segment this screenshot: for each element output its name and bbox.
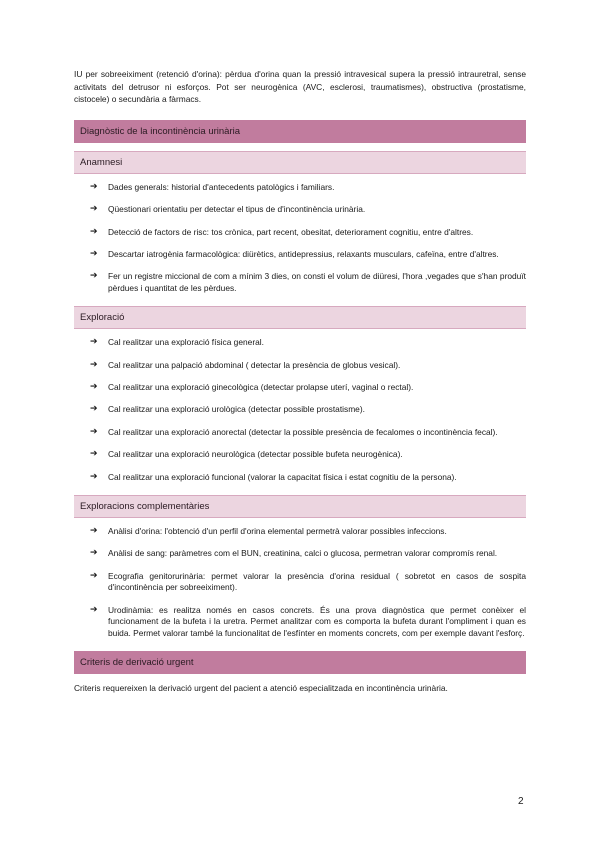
list-item: ➔ Cal realitzar una palpació abdominal ( detectar la presència de globus vesical). xyxy=(90,359,401,370)
arrow-bullet-icon: ➔ xyxy=(90,526,98,537)
arrow-bullet-icon: ➔ xyxy=(90,404,98,415)
list-item: ➔ Cal realitzar una exploració urològica (detectar possible prostatisme). xyxy=(90,404,365,415)
page-number: 2 xyxy=(518,796,524,807)
list-item: ➔ Cal realitzar una exploració neurològica (detectar possible bufeta neurogènica). xyxy=(90,449,403,460)
exploracio-list xyxy=(74,337,526,483)
arrow-bullet-icon: ➔ xyxy=(90,337,98,348)
document-page xyxy=(74,68,526,694)
list-item: ➔ Anàlisi de sang: paràmetres com el BUN, creatinina, calci o glucosa, permetran valorar compromís renal. xyxy=(90,548,498,559)
arrow-bullet-icon: ➔ xyxy=(90,548,98,559)
anamnesi-list xyxy=(74,182,526,294)
subsection-title: Anamnesi xyxy=(80,156,123,168)
list-item: ➔ Cal realitzar una exploració funcional (valorar la capacitat física i estat cognitiu de la persona). xyxy=(90,471,457,482)
list-item: ➔ Cal realitzar una exploració anorectal (detectar la possible presència de fecalomes o incontinència fecal). xyxy=(90,426,498,437)
subsection-header-anamnesi xyxy=(74,151,526,174)
arrow-bullet-icon: ➔ xyxy=(90,570,98,581)
arrow-bullet-icon: ➔ xyxy=(90,359,98,370)
arrow-bullet-icon: ➔ xyxy=(90,426,98,437)
list-item: ➔ Urodinàmia: es realitza només en casos concrets. És una prova diagnòstica que permet conèixer el funcionament de la bufeta i la uretra. Permet analitzar com es comporta la bufeta durant l'ompliment i quan es buida. Permet valorar també la funcionalitat de l'esfínter en moments concrets, com per exemple davant l'esforç. xyxy=(90,604,526,638)
subsection-title: Exploracions complementàries xyxy=(80,501,210,513)
arrow-bullet-icon: ➔ xyxy=(90,604,98,615)
section-title: Diagnòstic de la incontinència urinària xyxy=(80,125,241,137)
arrow-bullet-icon: ➔ xyxy=(90,204,98,215)
arrow-bullet-icon: ➔ xyxy=(90,181,98,192)
complementaries-list xyxy=(74,526,526,639)
arrow-bullet-icon: ➔ xyxy=(90,271,98,282)
arrow-bullet-icon: ➔ xyxy=(90,471,98,482)
list-item: ➔ Fer un registre miccional de com a mínim 3 dies, on consti el volum de diüresi, l'hora ,vegades que s'han produït pèrdues i quantitat de les pèrdues. xyxy=(90,271,526,293)
list-item: ➔ Qüestionari orientatiu per detectar el tipus de d'incontinència urinària. xyxy=(90,204,366,215)
list-item: ➔ Cal realitzar una exploració física general. xyxy=(90,337,264,348)
arrow-bullet-icon: ➔ xyxy=(90,226,98,237)
subsection-header-exploracio xyxy=(74,306,526,329)
criteris-paragraph: Criteris requereixen la derivació urgent del pacient a atenció especialitzada en incontinència urinària. xyxy=(74,682,448,693)
list-item: ➔ Anàlisi d'orina: l'obtenció d'un perfil d'orina elemental permetrà valorar possibles infeccions. xyxy=(90,526,447,537)
intro-paragraph: IU per sobreeiximent (retenció d'orina): pèrdua d'orina quan la pressió intravesical supera la pressió intrauretral, sense activitats del detrusor ni esforços. Pot ser neurogènica (AVC, esclerosi, traumatismes), obstructiva (prostatisme, cistocele) o secundària a fàrmacs. xyxy=(74,69,526,105)
subsection-header-complementaries xyxy=(74,495,526,518)
subsection-title: Exploració xyxy=(80,312,125,324)
list-item: ➔ Dades generals: historial d'antecedents patològics i familiars. xyxy=(90,181,335,192)
list-item: ➔ Ecografia genitorurinària: permet valorar la presència d'orina residual ( sobretot en casos de sospita d'incontinència per sobreeiximent). xyxy=(90,570,526,593)
arrow-bullet-icon: ➔ xyxy=(90,382,98,393)
section-header-criteris xyxy=(74,651,526,674)
arrow-bullet-icon: ➔ xyxy=(90,449,98,460)
section-header-diagnostic xyxy=(74,120,526,143)
list-item: ➔ Detecció de factors de risc: tos crònica, part recent, obesitat, deteriorament cognitiu, entre d'altres. xyxy=(90,226,474,237)
list-item: ➔ Cal realitzar una exploració ginecològica (detectar prolapse uterí, vaginal o rectal). xyxy=(90,382,414,393)
section-title: Criteris de derivació urgent xyxy=(80,656,194,668)
list-item: ➔ Descartar iatrogènia farmacològica: diürètics, antidepressius, relaxants musculars, cafeïna, entre d'altres. xyxy=(90,249,499,259)
arrow-bullet-icon: ➔ xyxy=(90,249,98,259)
